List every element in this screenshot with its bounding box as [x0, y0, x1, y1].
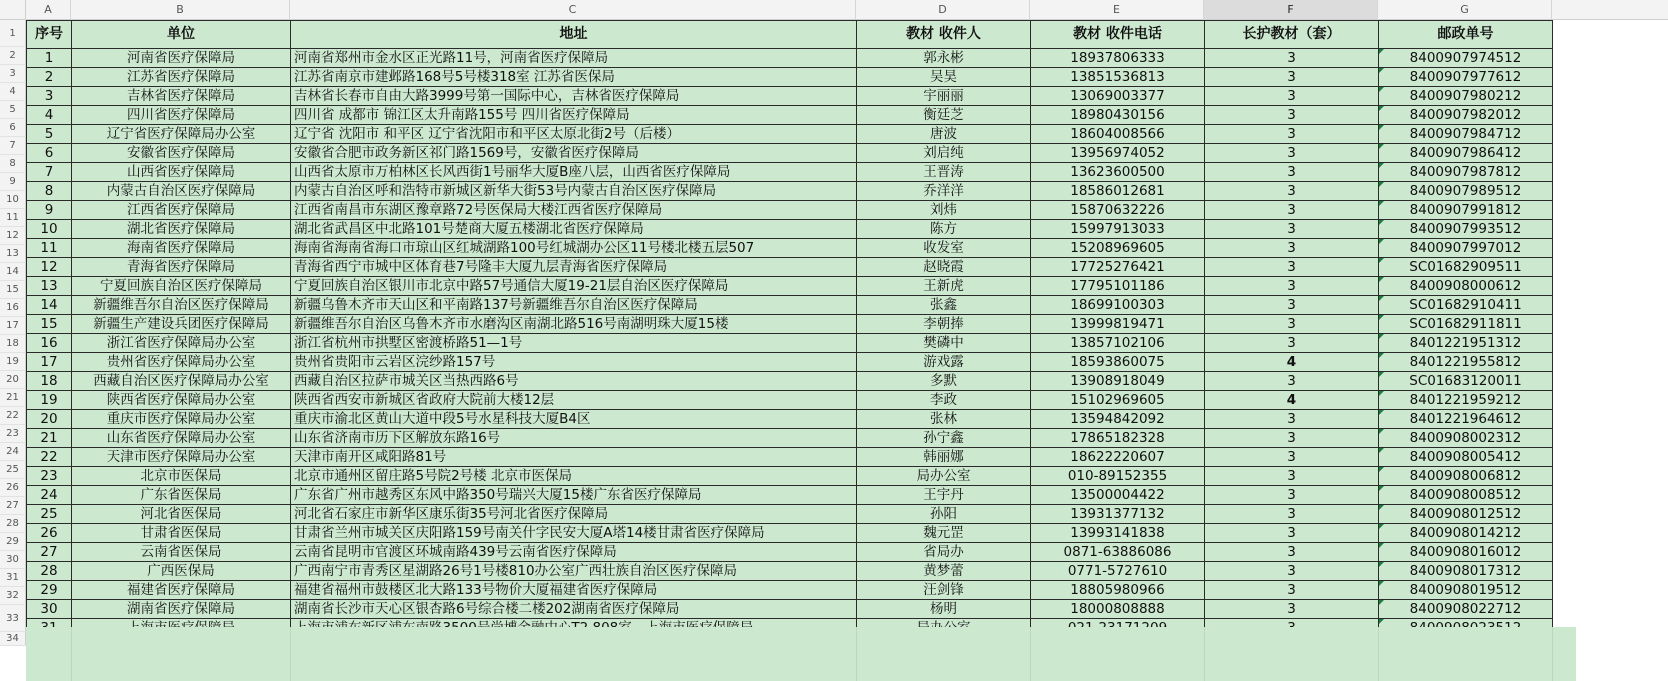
unit-cell[interactable]: 河南省医疗保障局 — [72, 49, 291, 68]
table-row — [27, 353, 1553, 372]
seq-cell[interactable]: 6 — [27, 144, 72, 163]
row-header[interactable]: 16 — [0, 299, 26, 317]
phone-cell[interactable]: 18586012681 — [1031, 182, 1205, 201]
recipient-cell[interactable]: 黄梦蕾 — [857, 562, 1031, 581]
sets-cell[interactable]: 3 — [1205, 429, 1379, 448]
seq-cell[interactable]: 19 — [27, 391, 72, 410]
row-header[interactable]: 23 — [0, 425, 26, 443]
tracking-cell[interactable]: 8400908019512 — [1379, 581, 1553, 600]
header-cell-address[interactable]: 地址 — [291, 21, 857, 49]
header-cell-sets[interactable]: 长护教材（套） — [1205, 21, 1379, 49]
sets-cell[interactable]: 3 — [1205, 467, 1379, 486]
table-row — [27, 315, 1553, 334]
recipient-cell[interactable]: 樊磷中 — [857, 334, 1031, 353]
sets-cell[interactable]: 3 — [1205, 201, 1379, 220]
address-cell[interactable]: 海南省海南省海口市琼山区红城湖路100号红城湖办公区11号楼北楼五层507 — [291, 239, 857, 258]
table-row — [27, 182, 1553, 201]
address-cell[interactable]: 北京市通州区留庄路5号院2号楼 北京市医保局 — [291, 467, 857, 486]
unit-cell[interactable]: 四川省医疗保障局 — [72, 106, 291, 125]
recipient-cell[interactable]: 唐波 — [857, 125, 1031, 144]
address-cell[interactable]: 天津市南开区咸阳路81号 — [291, 448, 857, 467]
seq-cell[interactable]: 18 — [27, 372, 72, 391]
table-row — [27, 220, 1553, 239]
phone-cell[interactable]: 13999819471 — [1031, 315, 1205, 334]
sets-cell[interactable]: 3 — [1205, 125, 1379, 144]
seq-cell[interactable]: 10 — [27, 220, 72, 239]
unit-cell[interactable]: 西藏自治区医疗保障局办公室 — [72, 372, 291, 391]
sets-cell[interactable]: 3 — [1205, 106, 1379, 125]
table-row — [27, 125, 1553, 144]
table-row — [27, 334, 1553, 353]
unit-cell[interactable]: 云南省医保局 — [72, 543, 291, 562]
table-row — [27, 505, 1553, 524]
row-header[interactable]: 17 — [0, 317, 26, 335]
phone-cell[interactable]: 18593860075 — [1031, 353, 1205, 372]
sets-cell[interactable]: 3 — [1205, 182, 1379, 201]
unit-cell[interactable]: 江苏省医疗保障局 — [72, 68, 291, 87]
column-header-empty — [1552, 0, 1668, 20]
phone-cell[interactable]: 15208969605 — [1031, 239, 1205, 258]
seq-cell[interactable]: 22 — [27, 448, 72, 467]
table-row — [27, 144, 1553, 163]
phone-cell[interactable]: 17865182328 — [1031, 429, 1205, 448]
empty-row-area[interactable] — [26, 627, 1576, 681]
row-header[interactable]: 27 — [0, 497, 26, 515]
seq-cell[interactable]: 24 — [27, 486, 72, 505]
select-all-corner[interactable] — [0, 0, 26, 20]
recipient-cell[interactable]: 孙阳 — [857, 505, 1031, 524]
unit-cell[interactable]: 吉林省医疗保障局 — [72, 87, 291, 106]
table-row — [27, 201, 1553, 220]
unit-cell[interactable]: 陕西省医疗保障局办公室 — [72, 391, 291, 410]
header-cell-phone[interactable]: 教材 收件电话 — [1031, 21, 1205, 49]
seq-cell[interactable]: 23 — [27, 467, 72, 486]
phone-cell[interactable]: 18622220607 — [1031, 448, 1205, 467]
tracking-cell[interactable]: 8400908014212 — [1379, 524, 1553, 543]
unit-cell[interactable]: 安徽省医疗保障局 — [72, 144, 291, 163]
phone-cell[interactable]: 0871-63886086 — [1031, 543, 1205, 562]
unit-cell[interactable]: 福建省医疗保障局 — [72, 581, 291, 600]
phone-cell[interactable]: 13908918049 — [1031, 372, 1205, 391]
table-row — [27, 49, 1553, 68]
tracking-cell[interactable]: 8400907977612 — [1379, 68, 1553, 87]
address-cell[interactable]: 山东省济南市历下区解放东路16号 — [291, 429, 857, 448]
recipient-cell[interactable]: 刘炜 — [857, 201, 1031, 220]
row-header[interactable]: 5 — [0, 101, 26, 119]
sets-cell[interactable]: 3 — [1205, 524, 1379, 543]
address-cell[interactable]: 云南省昆明市官渡区环城南路439号云南省医疗保障局 — [291, 543, 857, 562]
row-header[interactable]: 18 — [0, 335, 26, 353]
tracking-cell[interactable]: 8400907989512 — [1379, 182, 1553, 201]
row-header[interactable]: 34 — [0, 632, 26, 646]
unit-cell[interactable]: 新疆维吾尔自治区医疗保障局 — [72, 296, 291, 315]
sets-cell[interactable]: 4 — [1205, 391, 1379, 410]
tracking-cell[interactable]: 8400908008512 — [1379, 486, 1553, 505]
seq-cell[interactable]: 28 — [27, 562, 72, 581]
row-header[interactable]: 29 — [0, 533, 26, 551]
tracking-cell[interactable]: 8400908000612 — [1379, 277, 1553, 296]
row-header[interactable]: 7 — [0, 137, 26, 155]
unit-cell[interactable]: 广东省医保局 — [72, 486, 291, 505]
row-header[interactable]: 20 — [0, 371, 26, 389]
sets-cell[interactable]: 3 — [1205, 144, 1379, 163]
phone-cell[interactable]: 13956974052 — [1031, 144, 1205, 163]
unit-cell[interactable]: 河北省医保局 — [72, 505, 291, 524]
address-cell[interactable]: 重庆市渝北区黄山大道中段5号水星科技大厦B4区 — [291, 410, 857, 429]
unit-cell[interactable]: 甘肃省医保局 — [72, 524, 291, 543]
header-cell-recipient[interactable]: 教材 收件人 — [857, 21, 1031, 49]
tracking-cell[interactable]: 8400908017312 — [1379, 562, 1553, 581]
tracking-cell[interactable]: 8400907984712 — [1379, 125, 1553, 144]
seq-cell[interactable]: 25 — [27, 505, 72, 524]
address-cell[interactable]: 福建省福州市鼓楼区北大路133号物价大厦福建省医疗保障局 — [291, 581, 857, 600]
recipient-cell[interactable]: 宇丽丽 — [857, 87, 1031, 106]
row-header[interactable]: 6 — [0, 119, 26, 137]
sets-cell[interactable]: 4 — [1205, 353, 1379, 372]
phone-cell[interactable]: 18937806333 — [1031, 49, 1205, 68]
recipient-cell[interactable]: 李政 — [857, 391, 1031, 410]
table-row — [27, 600, 1553, 619]
seq-cell[interactable]: 11 — [27, 239, 72, 258]
tracking-cell[interactable]: 8400907993512 — [1379, 220, 1553, 239]
row-header[interactable]: 14 — [0, 263, 26, 281]
table-row — [27, 372, 1553, 391]
table-row — [27, 486, 1553, 505]
tracking-cell[interactable]: 8400908022712 — [1379, 600, 1553, 619]
column-headers — [0, 0, 1668, 20]
phone-cell[interactable]: 15997913033 — [1031, 220, 1205, 239]
address-cell[interactable]: 新疆乌鲁木齐市天山区和平南路137号新疆维吾尔自治区医疗保障局 — [291, 296, 857, 315]
unit-cell[interactable]: 湖北省医疗保障局 — [72, 220, 291, 239]
phone-cell[interactable]: 010-89152355 — [1031, 467, 1205, 486]
seq-cell[interactable]: 15 — [27, 315, 72, 334]
recipient-cell[interactable]: 张林 — [857, 410, 1031, 429]
recipient-cell[interactable]: 汪剑锋 — [857, 581, 1031, 600]
unit-cell[interactable]: 贵州省医疗保障局办公室 — [72, 353, 291, 372]
sets-cell[interactable]: 3 — [1205, 372, 1379, 391]
unit-cell[interactable]: 湖南省医疗保障局 — [72, 600, 291, 619]
phone-cell[interactable]: 18000808888 — [1031, 600, 1205, 619]
table-row — [27, 391, 1553, 410]
table-row — [27, 239, 1553, 258]
tracking-cell[interactable]: 8401221959212 — [1379, 391, 1553, 410]
phone-cell[interactable]: 13931377132 — [1031, 505, 1205, 524]
seq-cell[interactable]: 27 — [27, 543, 72, 562]
address-cell[interactable]: 甘肃省兰州市城关区庆阳路159号南关什字民安大厦A塔14楼甘肃省医疗保障局 — [291, 524, 857, 543]
tracking-cell[interactable]: SC01682910411 — [1379, 296, 1553, 315]
table-row — [27, 296, 1553, 315]
recipient-cell[interactable]: 杨明 — [857, 600, 1031, 619]
address-cell[interactable]: 吉林省长春市自由大路3999号第一国际中心，吉林省医疗保障局 — [291, 87, 857, 106]
seq-cell[interactable]: 26 — [27, 524, 72, 543]
phone-cell[interactable]: 13500004422 — [1031, 486, 1205, 505]
tracking-cell[interactable]: 8400907980212 — [1379, 87, 1553, 106]
row-header[interactable]: 10 — [0, 191, 26, 209]
sets-cell[interactable]: 3 — [1205, 315, 1379, 334]
tracking-cell[interactable]: 8400908005412 — [1379, 448, 1553, 467]
address-cell[interactable]: 新疆维吾尔自治区乌鲁木齐市水磨沟区南湖北路516号南湖明珠大厦15楼 — [291, 315, 857, 334]
table-row — [27, 163, 1553, 182]
row-header[interactable]: 9 — [0, 173, 26, 191]
seq-cell[interactable]: 20 — [27, 410, 72, 429]
row-header[interactable]: 24 — [0, 443, 26, 461]
tracking-cell[interactable]: SC01682909511 — [1379, 258, 1553, 277]
tracking-cell[interactable]: 8401221951312 — [1379, 334, 1553, 353]
row-header[interactable]: 30 — [0, 551, 26, 569]
column-header-d[interactable]: D — [856, 0, 1030, 20]
table-row — [27, 68, 1553, 87]
tracking-cell[interactable]: 8400908002312 — [1379, 429, 1553, 448]
unit-cell[interactable]: 内蒙古自治区医疗保障局 — [72, 182, 291, 201]
sets-cell[interactable]: 3 — [1205, 410, 1379, 429]
row-header[interactable]: 4 — [0, 83, 26, 101]
address-cell[interactable]: 四川省 成都市 锦江区太升南路155号 四川省医疗保障局 — [291, 106, 857, 125]
unit-cell[interactable]: 宁夏回族自治区医疗保障局 — [72, 277, 291, 296]
recipient-cell[interactable]: 郭永彬 — [857, 49, 1031, 68]
address-cell[interactable]: 陕西省西安市新城区省政府大院前大楼12层 — [291, 391, 857, 410]
row-header[interactable]: 11 — [0, 209, 26, 227]
recipient-cell[interactable]: 韩丽娜 — [857, 448, 1031, 467]
unit-cell[interactable]: 天津市医疗保障局办公室 — [72, 448, 291, 467]
column-header-e[interactable]: E — [1030, 0, 1204, 20]
unit-cell[interactable]: 新疆生产建设兵团医疗保障局 — [72, 315, 291, 334]
tracking-cell[interactable]: 8400907982012 — [1379, 106, 1553, 125]
sets-cell[interactable]: 3 — [1205, 334, 1379, 353]
unit-cell[interactable]: 浙江省医疗保障局办公室 — [72, 334, 291, 353]
phone-cell[interactable]: 17795101186 — [1031, 277, 1205, 296]
address-cell[interactable]: 江苏省南京市建邺路168号5号楼318室 江苏省医保局 — [291, 68, 857, 87]
seq-cell[interactable]: 30 — [27, 600, 72, 619]
row-header[interactable]: 28 — [0, 515, 26, 533]
address-cell[interactable]: 河北省石家庄市新华区康乐街35号河北省医疗保障局 — [291, 505, 857, 524]
header-cell-seq[interactable]: 序号 — [27, 21, 72, 49]
seq-cell[interactable]: 21 — [27, 429, 72, 448]
seq-cell[interactable]: 29 — [27, 581, 72, 600]
seq-cell[interactable]: 3 — [27, 87, 72, 106]
recipient-cell[interactable]: 吴昊 — [857, 68, 1031, 87]
tracking-cell[interactable]: SC01682911811 — [1379, 315, 1553, 334]
sets-cell[interactable]: 3 — [1205, 486, 1379, 505]
tracking-cell[interactable]: SC01683120011 — [1379, 372, 1553, 391]
unit-cell[interactable]: 江西省医疗保障局 — [72, 201, 291, 220]
seq-cell[interactable]: 8 — [27, 182, 72, 201]
column-header-f[interactable]: F — [1204, 0, 1378, 20]
sets-cell[interactable]: 3 — [1205, 562, 1379, 581]
seq-cell[interactable]: 17 — [27, 353, 72, 372]
recipient-cell[interactable]: 多默 — [857, 372, 1031, 391]
sets-cell[interactable]: 3 — [1205, 448, 1379, 467]
table-row — [27, 87, 1553, 106]
seq-cell[interactable]: 9 — [27, 201, 72, 220]
phone-cell[interactable]: 15870632226 — [1031, 201, 1205, 220]
address-cell[interactable]: 青海省西宁市城中区体育巷7号隆丰大厦九层青海省医疗保障局 — [291, 258, 857, 277]
address-cell[interactable]: 安徽省合肥市政务新区祁门路1569号，安徽省医疗保障局 — [291, 144, 857, 163]
recipient-cell[interactable]: 收发室 — [857, 239, 1031, 258]
unit-cell[interactable]: 广西医保局 — [72, 562, 291, 581]
row-header[interactable]: 15 — [0, 281, 26, 299]
seq-cell[interactable]: 16 — [27, 334, 72, 353]
address-cell[interactable]: 山西省太原市万柏林区长风西街1号丽华大厦B座八层，山西省医疗保障局 — [291, 163, 857, 182]
table-row — [27, 277, 1553, 296]
row-header[interactable]: 13 — [0, 245, 26, 263]
header-cell-unit[interactable]: 单位 — [72, 21, 291, 49]
table-row — [27, 410, 1553, 429]
sets-cell[interactable]: 3 — [1205, 543, 1379, 562]
recipient-cell[interactable]: 王晋涛 — [857, 163, 1031, 182]
tracking-cell[interactable]: 8400907974512 — [1379, 49, 1553, 68]
row-header[interactable]: 3 — [0, 65, 26, 83]
address-cell[interactable]: 西藏自治区拉萨市城关区当热西路6号 — [291, 372, 857, 391]
recipient-cell[interactable]: 王宇丹 — [857, 486, 1031, 505]
address-cell[interactable]: 宁夏回族自治区银川市北京中路57号通信大厦19-21层自治区医疗保障局 — [291, 277, 857, 296]
row-header[interactable]: 33 — [0, 605, 26, 632]
address-cell[interactable]: 广东省广州市越秀区东风中路350号瑞兴大厦15楼广东省医疗保障局 — [291, 486, 857, 505]
address-cell[interactable]: 辽宁省 沈阳市 和平区 辽宁省沈阳市和平区太原北街2号（后楼） — [291, 125, 857, 144]
sets-cell[interactable]: 3 — [1205, 49, 1379, 68]
column-header-g[interactable]: G — [1378, 0, 1552, 20]
unit-cell[interactable]: 重庆市医疗保障局办公室 — [72, 410, 291, 429]
sets-cell[interactable]: 3 — [1205, 220, 1379, 239]
phone-cell[interactable]: 13594842092 — [1031, 410, 1205, 429]
unit-cell[interactable]: 辽宁省医疗保障局办公室 — [72, 125, 291, 144]
seq-cell[interactable]: 7 — [27, 163, 72, 182]
phone-cell[interactable]: 18980430156 — [1031, 106, 1205, 125]
recipient-cell[interactable]: 游戏露 — [857, 353, 1031, 372]
tracking-cell[interactable]: 8401221964612 — [1379, 410, 1553, 429]
row-header[interactable]: 21 — [0, 389, 26, 407]
row-headers — [0, 20, 26, 646]
column-header-b[interactable]: B — [71, 0, 290, 20]
recipient-cell[interactable]: 张鑫 — [857, 296, 1031, 315]
unit-cell[interactable]: 海南省医疗保障局 — [72, 239, 291, 258]
address-cell[interactable]: 贵州省贵阳市云岩区浣纱路157号 — [291, 353, 857, 372]
sets-cell[interactable]: 3 — [1205, 505, 1379, 524]
row-header[interactable]: 1 — [0, 20, 26, 47]
tracking-cell[interactable]: 8400908012512 — [1379, 505, 1553, 524]
sets-cell[interactable]: 3 — [1205, 87, 1379, 106]
unit-cell[interactable]: 北京市医保局 — [72, 467, 291, 486]
address-cell[interactable]: 湖北省武昌区中北路101号楚商大厦五楼湖北省医疗保障局 — [291, 220, 857, 239]
sets-cell[interactable]: 3 — [1205, 68, 1379, 87]
row-header[interactable]: 19 — [0, 353, 26, 371]
table-row — [27, 524, 1553, 543]
sets-cell[interactable]: 3 — [1205, 277, 1379, 296]
table-row — [27, 258, 1553, 277]
address-cell[interactable]: 内蒙古自治区呼和浩特市新城区新华大街53号内蒙古自治区医疗保障局 — [291, 182, 857, 201]
seq-cell[interactable]: 12 — [27, 258, 72, 277]
phone-cell[interactable]: 13857102106 — [1031, 334, 1205, 353]
address-cell[interactable]: 浙江省杭州市拱墅区密渡桥路51—1号 — [291, 334, 857, 353]
row-header[interactable]: 31 — [0, 569, 26, 587]
phone-cell[interactable]: 13993141838 — [1031, 524, 1205, 543]
recipient-cell[interactable]: 省局办 — [857, 543, 1031, 562]
address-cell[interactable]: 江西省南昌市东湖区豫章路72号医保局大楼江西省医疗保障局 — [291, 201, 857, 220]
sets-cell[interactable]: 3 — [1205, 258, 1379, 277]
table-row — [27, 448, 1553, 467]
tracking-cell[interactable]: 8400907991812 — [1379, 201, 1553, 220]
phone-cell[interactable]: 0771-5727610 — [1031, 562, 1205, 581]
row-header[interactable]: 8 — [0, 155, 26, 173]
recipient-cell[interactable]: 刘启纯 — [857, 144, 1031, 163]
phone-cell[interactable]: 13069003377 — [1031, 87, 1205, 106]
unit-cell[interactable]: 青海省医疗保障局 — [72, 258, 291, 277]
sets-cell[interactable]: 3 — [1205, 296, 1379, 315]
tracking-cell[interactable]: 8400907987812 — [1379, 163, 1553, 182]
table-row — [27, 581, 1553, 600]
recipient-cell[interactable]: 衡廷芝 — [857, 106, 1031, 125]
unit-cell[interactable]: 山西省医疗保障局 — [72, 163, 291, 182]
seq-cell[interactable]: 13 — [27, 277, 72, 296]
row-header[interactable]: 26 — [0, 479, 26, 497]
recipient-cell[interactable]: 魏元罡 — [857, 524, 1031, 543]
tracking-cell[interactable]: 8400907986412 — [1379, 144, 1553, 163]
row-header[interactable]: 12 — [0, 227, 26, 245]
row-header[interactable]: 2 — [0, 47, 26, 65]
seq-cell[interactable]: 1 — [27, 49, 72, 68]
sets-cell[interactable]: 3 — [1205, 600, 1379, 619]
phone-cell[interactable]: 18805980966 — [1031, 581, 1205, 600]
sets-cell[interactable]: 3 — [1205, 239, 1379, 258]
unit-cell[interactable]: 山东省医疗保障局办公室 — [72, 429, 291, 448]
recipient-cell[interactable]: 赵晓霞 — [857, 258, 1031, 277]
tracking-cell[interactable]: 8400908006812 — [1379, 467, 1553, 486]
phone-cell[interactable]: 18604008566 — [1031, 125, 1205, 144]
seq-cell[interactable]: 4 — [27, 106, 72, 125]
row-header[interactable]: 25 — [0, 461, 26, 479]
recipient-cell[interactable]: 李朝捧 — [857, 315, 1031, 334]
tracking-cell[interactable]: 8400908016012 — [1379, 543, 1553, 562]
row-header[interactable]: 22 — [0, 407, 26, 425]
address-cell[interactable]: 河南省郑州市金水区正光路11号，河南省医疗保障局 — [291, 49, 857, 68]
table-row — [27, 467, 1553, 486]
row-header[interactable]: 32 — [0, 587, 26, 605]
recipient-cell[interactable]: 乔洋洋 — [857, 182, 1031, 201]
column-header-c[interactable]: C — [290, 0, 856, 20]
column-header-a[interactable]: A — [26, 0, 71, 20]
data-table — [26, 20, 1553, 666]
recipient-cell[interactable]: 陈方 — [857, 220, 1031, 239]
table-row — [27, 543, 1553, 562]
recipient-cell[interactable]: 局办公室 — [857, 467, 1031, 486]
seq-cell[interactable]: 5 — [27, 125, 72, 144]
address-cell[interactable]: 广西南宁市青秀区星湖路26号1号楼810办公室广西壮族自治区医疗保障局 — [291, 562, 857, 581]
sets-cell[interactable]: 3 — [1205, 581, 1379, 600]
table-row — [27, 562, 1553, 581]
tracking-cell[interactable]: 8400907997012 — [1379, 239, 1553, 258]
phone-cell[interactable]: 15102969605 — [1031, 391, 1205, 410]
recipient-cell[interactable]: 孙宁鑫 — [857, 429, 1031, 448]
seq-cell[interactable]: 2 — [27, 68, 72, 87]
header-row — [27, 21, 1553, 49]
address-cell[interactable]: 湖南省长沙市天心区银杏路6号综合楼二楼202湖南省医疗保障局 — [291, 600, 857, 619]
phone-cell[interactable]: 13623600500 — [1031, 163, 1205, 182]
table-row — [27, 106, 1553, 125]
phone-cell[interactable]: 17725276421 — [1031, 258, 1205, 277]
phone-cell[interactable]: 18699100303 — [1031, 296, 1205, 315]
table-row — [27, 429, 1553, 448]
recipient-cell[interactable]: 王新虎 — [857, 277, 1031, 296]
header-cell-tracking[interactable]: 邮政单号 — [1379, 21, 1553, 49]
seq-cell[interactable]: 14 — [27, 296, 72, 315]
phone-cell[interactable]: 13851536813 — [1031, 68, 1205, 87]
tracking-cell[interactable]: 8401221955812 — [1379, 353, 1553, 372]
sets-cell[interactable]: 3 — [1205, 163, 1379, 182]
